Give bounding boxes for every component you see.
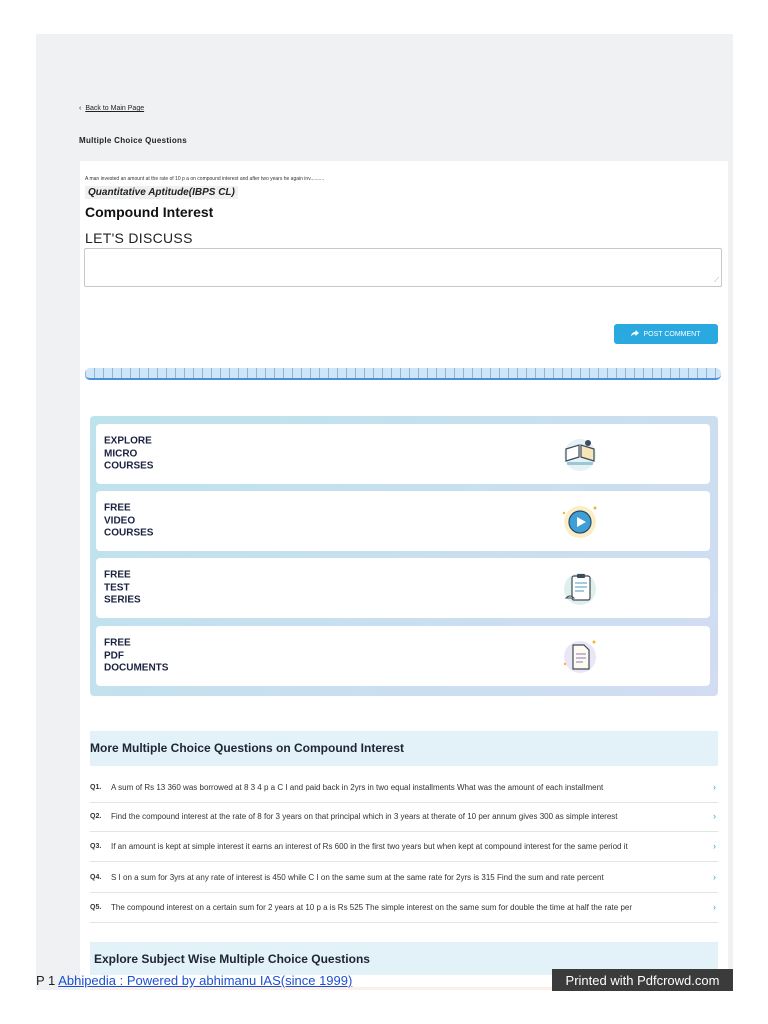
label-line: PDF (104, 649, 124, 661)
book-reading-icon (560, 434, 600, 474)
explore-item-label (104, 435, 184, 473)
discuss-heading: LET'S DISCUSS (85, 230, 193, 246)
question-text[interactable]: S I on a sum for 3yrs at any rate of interest is 450 while C I on the same sum at the same rate for 2yrs is 315 Find the sum and rate percent (111, 873, 604, 882)
free-pdf-documents-card[interactable] (96, 626, 710, 686)
question-list-item[interactable] (90, 863, 718, 893)
question-number: Q2. (90, 813, 102, 820)
question-text[interactable]: Find the compound interest at the rate of 8 for 3 years on that principal which in 3 years at therate of 10 per annum gives 300 as simple interest (111, 812, 618, 821)
question-number: Q4. (90, 874, 102, 881)
label-line: TEST (104, 581, 130, 593)
question-text[interactable]: If an amount is kept at simple interest it earns an interest of Rs 600 in the first two years but when kept at compound interest for the same period it (111, 842, 628, 851)
question-number: Q1. (90, 784, 102, 791)
chevron-left-icon: ‹ (79, 105, 82, 112)
explore-item-label (104, 637, 184, 675)
chevron-right-icon[interactable]: › (713, 902, 716, 912)
question-list-item[interactable] (90, 893, 718, 923)
question-card (80, 161, 728, 990)
label-line: EXPLORE (104, 435, 152, 447)
question-list-item[interactable] (90, 773, 718, 803)
more-questions-header (90, 731, 718, 766)
subject-wise-heading: Explore Subject Wise Multiple Choice Questions (94, 952, 370, 966)
play-video-icon (560, 501, 600, 541)
back-to-main-link[interactable] (79, 105, 144, 112)
post-comment-button[interactable] (614, 324, 718, 344)
explore-panel (90, 416, 718, 696)
question-snippet: A man invested an amount at the rate of 10 p a on compound interest and after two years he again inv.......... (85, 176, 325, 182)
progress-ruler (85, 368, 721, 380)
question-text[interactable]: A sum of Rs 13 360 was borrowed at 8 3 4 p a C I and paid back in 2yrs in two equal installments What was the amount of each installment (111, 783, 604, 792)
section-title: Multiple Choice Questions (79, 136, 187, 145)
label-line: FREE (104, 637, 131, 649)
question-number: Q3. (90, 843, 102, 850)
more-questions-heading: More Multiple Choice Questions on Compound Interest (90, 741, 405, 755)
pdf-footer-left (36, 973, 352, 988)
question-text[interactable]: The compound interest on a certain sum for 2 years at 10 p a is Rs 525 The simple interest on the same sum for double the time at half the rate per (111, 903, 633, 912)
free-video-courses-card[interactable] (96, 491, 710, 551)
explore-micro-courses-card[interactable] (96, 424, 710, 484)
pdfcrowd-badge[interactable] (552, 969, 733, 991)
post-comment-label: POST COMMENT (643, 330, 701, 338)
label-line: VIDEO (104, 514, 136, 526)
chevron-right-icon[interactable]: › (713, 811, 716, 821)
label-line: COURSES (104, 527, 154, 539)
explore-item-label (104, 569, 184, 607)
label-line: COURSES (104, 460, 154, 472)
comment-textarea[interactable] (84, 248, 722, 287)
abhipedia-link[interactable]: Abhipedia : Powered by abhimanu IAS(since 1999) (58, 973, 353, 988)
label-line: MICRO (104, 447, 138, 459)
page-number: P 1 (36, 973, 56, 988)
printed-with-label[interactable]: Printed with Pdfcrowd.com (565, 972, 720, 988)
back-link-label[interactable]: Back to Main Page (85, 105, 145, 112)
question-list-item[interactable] (90, 802, 718, 832)
clipboard-test-icon (560, 568, 600, 608)
pdf-document-icon (560, 636, 600, 676)
topic-title: Compound Interest (85, 204, 214, 220)
category-tag: Quantitative Aptitude(IBPS CL) (85, 186, 238, 199)
free-test-series-card[interactable] (96, 558, 710, 618)
label-line: DOCUMENTS (104, 662, 169, 674)
label-line: FREE (104, 569, 131, 581)
label-line: FREE (104, 502, 131, 514)
page-frame (36, 34, 733, 990)
chevron-right-icon[interactable]: › (713, 841, 716, 851)
question-list-item[interactable] (90, 832, 718, 862)
chevron-right-icon[interactable]: › (713, 782, 716, 792)
resize-grip-icon[interactable]: ⟋ (714, 277, 719, 284)
explore-item-label (104, 502, 184, 540)
question-number: Q5. (90, 904, 102, 911)
share-arrow-icon (631, 330, 639, 339)
label-line: SERIES (104, 594, 141, 606)
chevron-right-icon[interactable]: › (713, 872, 716, 882)
